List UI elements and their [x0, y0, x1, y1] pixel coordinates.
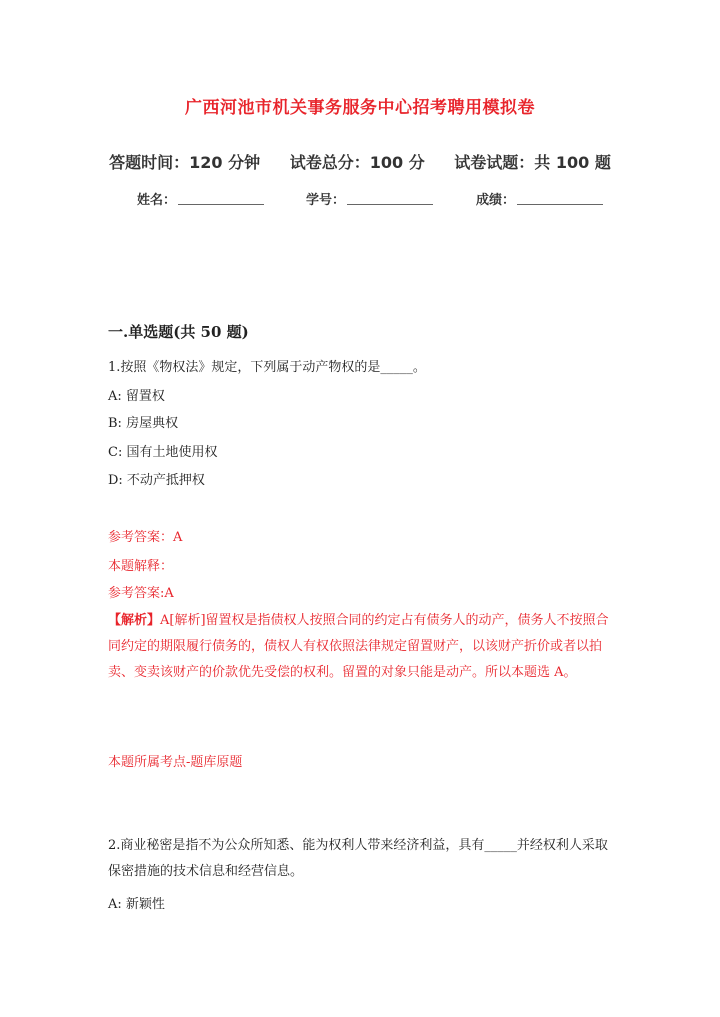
question-1-option-c: C: 国有土地使用权	[108, 445, 218, 460]
page-title: 广西河池市机关事务服务中心招考聘用模拟卷	[185, 98, 535, 118]
score-blank	[517, 192, 603, 205]
exam-time: 答题时间：120 分钟	[109, 153, 261, 172]
question-1-analysis	[108, 608, 614, 686]
question-1-option-b: B: 房屋典权	[108, 416, 179, 431]
exam-meta	[0, 150, 720, 173]
exam-question-count: 试卷试题：共 100 题	[454, 153, 611, 172]
question-1-source: 本题所属考点-题库原题	[108, 755, 243, 770]
question-1-explain-label: 本题解释：	[108, 559, 174, 574]
question-2-blank: _____	[484, 838, 517, 853]
name-blank	[178, 192, 264, 205]
question-1-answer-repeat: 参考答案:A	[108, 586, 174, 601]
id-field	[306, 189, 433, 208]
question-1-option-a: A: 留置权	[108, 389, 165, 404]
section-title: 一.单选题(共 50 题)	[108, 323, 249, 341]
name-field	[137, 189, 264, 208]
question-2-option-a: A: 新颖性	[108, 897, 165, 912]
name-label: 姓名：	[137, 193, 177, 208]
exam-total-score: 试卷总分：100 分	[289, 153, 425, 172]
question-2-stem-part1: 2.商业秘密是指不为公众所知悉、能为权利人带来经济利益，具有	[108, 838, 485, 853]
id-blank	[347, 192, 433, 205]
question-1-option-d: D: 不动产抵押权	[108, 473, 205, 488]
analysis-text: A[解析]留置权是指债权人按照合同的约定占有债务人的动产，债务人不按照合同约定的期限履行债务的，债权人有权依照法律规定留置财产，以该财产折价或者以拍卖、变卖该财产的价款优先受偿的权利。留置的对象只能是动产。所以本题选 A。	[108, 613, 609, 680]
id-label: 学号：	[306, 193, 346, 208]
score-field	[476, 189, 603, 208]
question-2-stem-part2: 并经权利人采取保密措施的技术信息和经营信息。	[108, 838, 608, 879]
question-2-stem	[108, 833, 614, 885]
question-1-stem: 1.按照《物权法》规定，下列属于动产物权的是_____。	[108, 360, 426, 375]
question-1-answer: 参考答案：A	[108, 530, 183, 545]
score-label: 成绩：	[476, 193, 516, 208]
analysis-tag: 【解析】	[108, 613, 161, 628]
